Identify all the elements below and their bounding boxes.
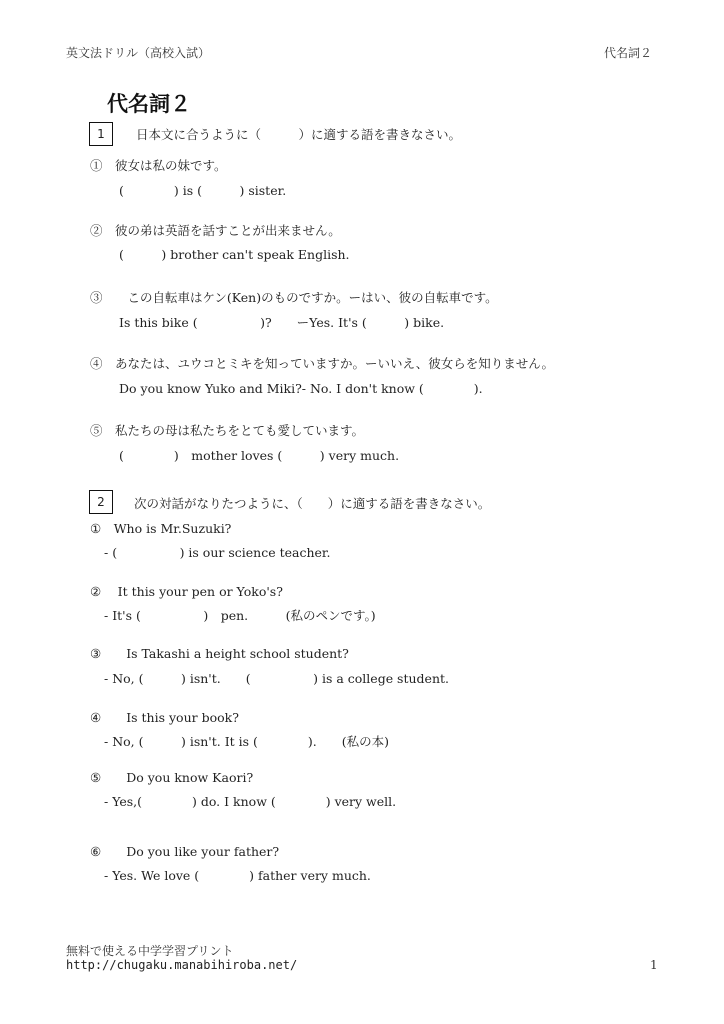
s2-q6: ⑥ Do you like your father?	[90, 844, 280, 859]
s2-q1: ① Who is Mr.Suzuki?	[90, 521, 232, 536]
footer-site-name: 無料で使える中学学習プリント	[66, 944, 234, 958]
s2-q5: ⑤ Do you know Kaori?	[90, 770, 254, 785]
s2-a2: - It's ( ) pen. (私のペンです。)	[104, 608, 376, 623]
s1-a3: Is this bike ( )? ーYes. It's ( ) bike.	[119, 315, 445, 330]
section-2-number-box: 2	[89, 490, 113, 514]
s2-a3: - No, ( ) isn't. ( ) is a college student.	[104, 671, 449, 686]
s2-a1: - ( ) is our science teacher.	[104, 545, 331, 560]
s1-q5: ⑤ 私たちの母は私たちをとても愛しています。	[90, 423, 365, 438]
section-1-instruction: 日本文に合うように（ ）に適する語を書きなさい。	[136, 127, 462, 142]
s2-a4: - No, ( ) isn't. It is ( ). (私の本)	[104, 734, 390, 749]
s2-q3: ③ Is Takashi a height school student?	[90, 646, 349, 661]
footer-url[interactable]: http://chugaku.manabihiroba.net/	[66, 958, 298, 972]
header-left: 英文法ドリル（高校入試）	[66, 46, 211, 60]
s2-q2: ② It this your pen or Yoko's?	[90, 584, 283, 599]
s1-q2: ② 彼の弟は英語を話すことが出来ません。	[90, 223, 341, 238]
section-1-number-box: 1	[89, 122, 113, 146]
s2-a5: - Yes,( ) do. I know ( ) very well.	[104, 794, 397, 809]
s1-q3: ③ この自転車はケン(Ken)のものですか。ーはい、彼の自転車です。	[90, 290, 498, 305]
s1-q4: ④ あなたは、ユウコとミキを知っていますか。ーいいえ、彼女らを知りません。	[90, 356, 555, 371]
page-title: 代名詞２	[107, 92, 191, 116]
s2-a6: - Yes. We love ( ) father very much.	[104, 868, 371, 883]
s1-a4: Do you know Yuko and Miki?- No. I don't know ( ).	[119, 381, 483, 396]
section-2-instruction: 次の対話がなりたつように、（ ）に適する語を書きなさい。	[134, 496, 491, 511]
s1-q1: ① 彼女は私の妹です。	[90, 158, 227, 173]
header-right: 代名詞２	[604, 46, 653, 60]
s1-a5: ( ) mother loves ( ) very much.	[119, 448, 400, 463]
s1-a1: ( ) is ( ) sister.	[119, 183, 287, 198]
page-number: 1	[650, 958, 658, 972]
s1-a2: ( ) brother can't speak English.	[119, 247, 350, 262]
s2-q4: ④ Is this your book?	[90, 710, 239, 725]
